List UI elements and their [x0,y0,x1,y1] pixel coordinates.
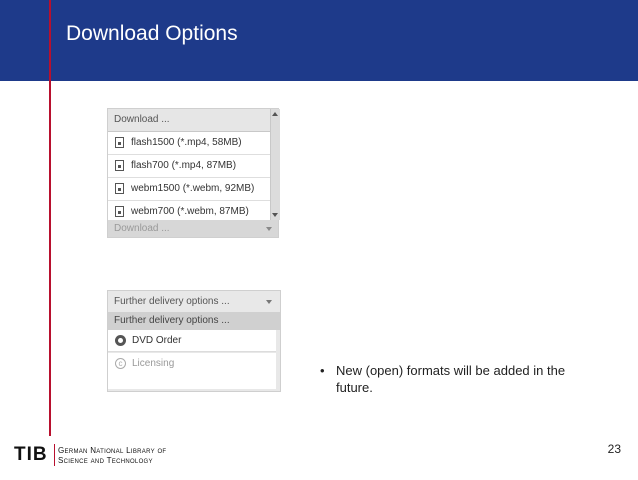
file-icon [115,183,124,194]
download-select[interactable] [108,220,278,237]
download-option-flash700[interactable] [108,155,270,178]
logo-separator [54,444,55,466]
file-icon [115,160,124,171]
download-option-label: webm1500 (*.webm, 92MB) [131,183,255,194]
download-option-label: webm700 (*.webm, 87MB) [131,206,249,217]
chevron-down-icon[interactable] [266,227,272,231]
delivery-option-licensing [108,353,276,389]
logo-wordmark: TIB [14,444,48,465]
logo-line-1: German National Library of [58,446,167,455]
copyright-icon: c [115,358,126,369]
file-icon [115,206,124,217]
delivery-option-label: DVD Order [132,335,182,346]
download-list-header: Download ... [108,109,270,132]
download-select-placeholder: Download ... [114,223,170,234]
chevron-down-icon[interactable] [266,300,272,304]
download-list-scrollbar[interactable] [270,109,280,220]
download-option-webm1500[interactable] [108,178,270,201]
file-icon [115,137,124,148]
page-number: 23 [607,442,621,456]
accent-vertical-line [49,0,51,436]
delivery-options-dropdown[interactable] [107,290,281,392]
bullet-text: New (open) formats will be added in the future. [336,363,566,395]
download-dropdown[interactable] [107,108,279,238]
logo-line-2: Science and Technology [58,456,153,465]
delivery-option-label: Licensing [132,358,175,369]
delivery-options-header: Further delivery options ... [108,312,280,330]
download-option-label: flash1500 (*.mp4, 58MB) [131,137,242,148]
slide-title: Download Options [66,22,238,45]
download-option-flash1500[interactable] [108,132,270,155]
scroll-up-icon[interactable] [272,112,278,116]
delivery-options-selected: Further delivery options ... [114,296,230,307]
delivery-option-dvd-order[interactable] [108,330,276,352]
delivery-options-select[interactable] [108,291,280,312]
scroll-down-icon[interactable] [272,213,278,217]
download-option-label: flash700 (*.mp4, 87MB) [131,160,237,171]
download-list [108,109,270,224]
bullet-marker: • [320,363,325,378]
disc-icon [115,335,126,346]
slide-header [0,0,638,81]
